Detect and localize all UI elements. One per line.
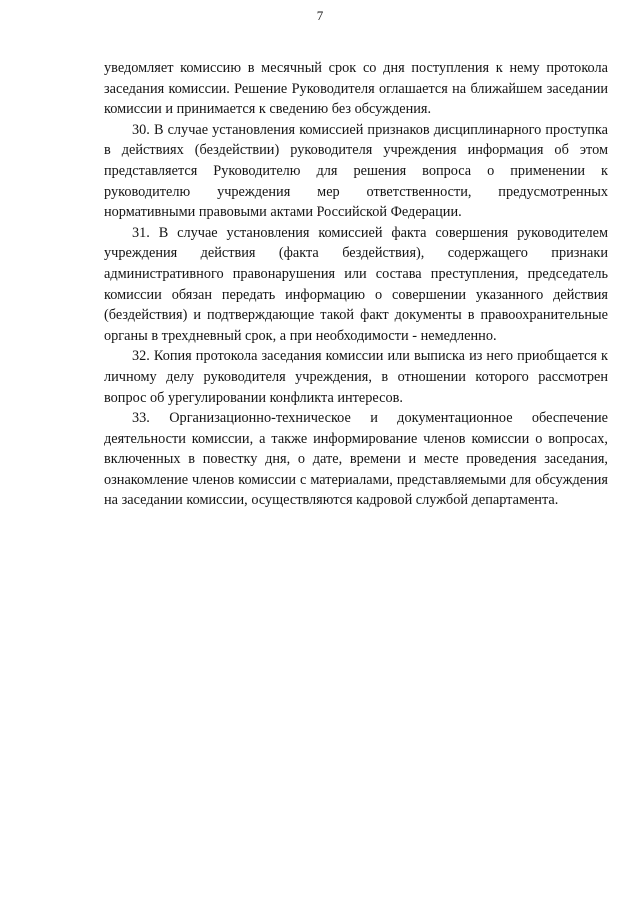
paragraph-item-32: 32. Копия протокола заседания комиссии или выписка из него приобщается к личному делу руководителя учреждения, в отношении которого рассмотрен вопрос об урегулировании конфликта интересов. [104, 348, 608, 406]
paragraph-item-33: 33. Организационно-техническое и документационное обеспечение деятельности комиссии, а также информирование членов комиссии о вопросах, включенных в повестку дня, о дате, времени и месте проведения заседания, ознакомление членов комиссии с материалами, представляемыми для обсуждения на заседании комиссии, осуществляются кадровой службой департамента. [104, 410, 608, 509]
paragraph-item-30: 30. В случае установления комиссией признаков дисциплинарного проступка в действиях (бездействии) руководителя учреждения информация об этом представляется Руководителю для решения вопроса о применении к руководителю учреждения мер ответственности, предусмотренных нормативными правовыми актами Российской Федерации. [104, 121, 608, 221]
page-number: 7 [316, 8, 324, 23]
paragraph-continuation: уведомляет комиссию в месячный срок со дня поступления к нему протокола заседания комиссии. Решение Руководителя оглашается на ближайшем заседании комиссии и принимается к сведению без обсуждения. [104, 60, 608, 118]
document-body [104, 58, 608, 511]
paragraph-item-31: 31. В случае установления комиссией факта совершения руководителем учреждения действия (факта бездействия), содержащего признаки административного правонарушения или состава преступления, председатель комиссии обязан передать информацию о совершении указанного действия (бездействия) и подтверждающие такой факт документы в правоохранительные органы в трехдневный срок, а при необходимости - немедленно. [104, 224, 608, 344]
